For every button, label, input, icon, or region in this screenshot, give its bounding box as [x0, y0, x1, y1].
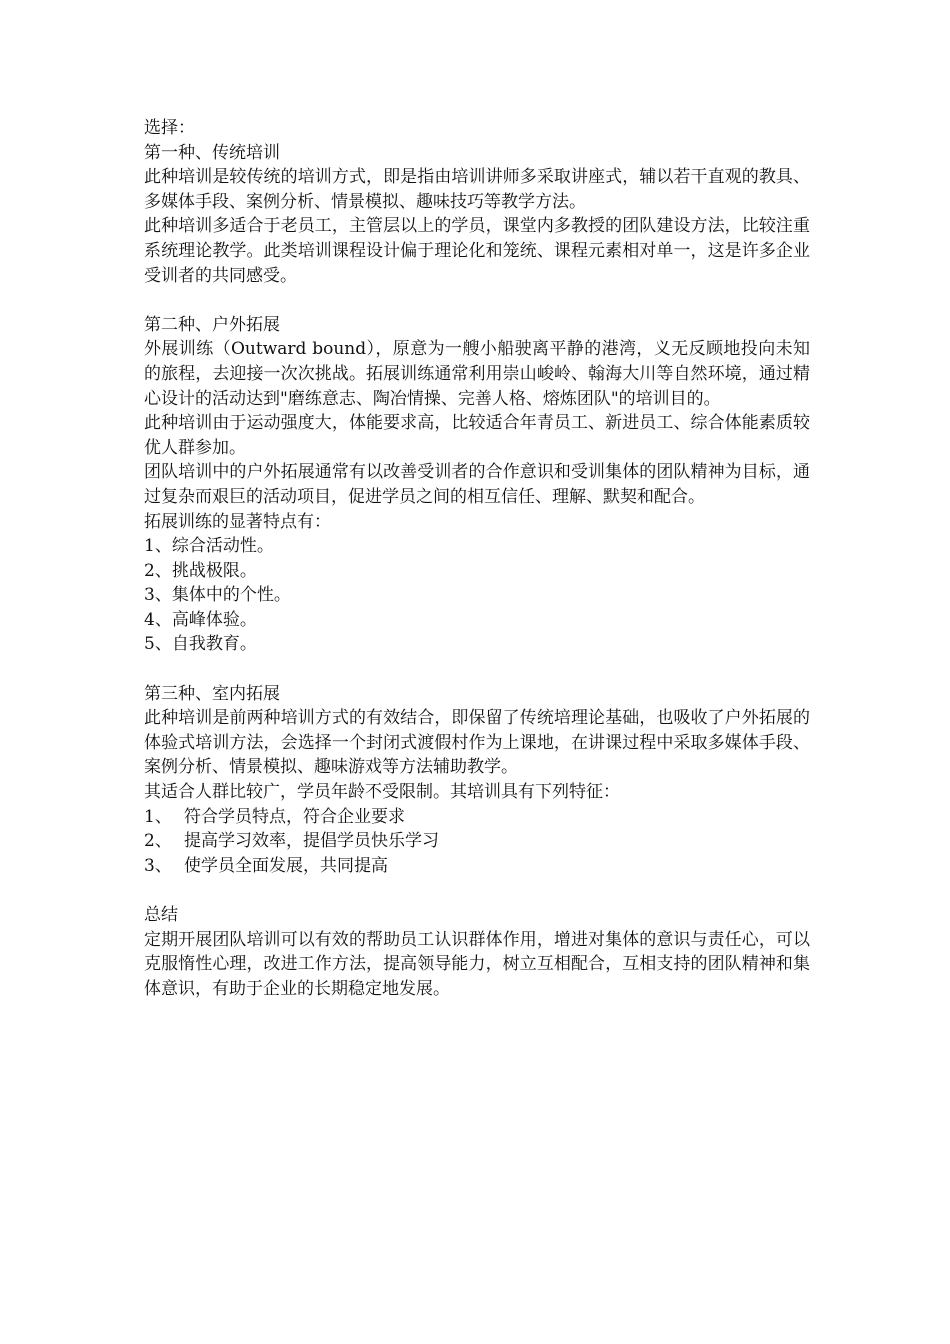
section1-heading: 第一种、传统培训	[144, 142, 280, 163]
list-item-text: 符合学员特点，符合企业要求	[184, 806, 405, 827]
list-item-text: 高峰体验。	[171, 609, 257, 630]
list-item	[144, 854, 810, 879]
list-item	[144, 583, 810, 608]
blank-line	[144, 878, 810, 903]
list-item-number: 4、	[144, 609, 172, 630]
summary-heading: 总结	[144, 905, 178, 925]
list-item-number: 3、	[144, 855, 172, 876]
section2-heading: 第二种、户外拓展	[144, 314, 280, 335]
list-item-text: 自我教育。	[171, 634, 257, 655]
list-item	[144, 534, 810, 559]
list-item-number: 3、	[144, 585, 172, 606]
list-item-number: 1、	[144, 806, 172, 827]
list-item	[144, 608, 810, 633]
section1-paragraph-1: 此种培训是较传统的培训方式，即是指由培训讲师多采取讲座式，辅以若干直观的教具、多媒体手段、案例分析、情景模拟、趣味技巧等教学方法。	[144, 167, 810, 212]
list-item-text: 提高学习效率，提倡学员快乐学习	[184, 831, 439, 852]
list-item-text: 综合活动性。	[171, 536, 274, 557]
list-item-number: 2、	[144, 560, 172, 581]
section3-features-intro: 其适合人群比较广，学员年龄不受限制。其培训具有下列特征：	[144, 782, 620, 803]
list-item-number: 5、	[144, 634, 172, 655]
blank-line	[144, 288, 810, 313]
list-item-text: 集体中的个性。	[171, 585, 291, 606]
summary-paragraph: 定期开展团队培训可以有效的帮助员工认识群体作用，增进对集体的意识与责任心，可以克服惰性心理，改进工作方法，提高领导能力，树立互相配合，互相支持的团队精神和集体意识，有助于企业的长期稳定地发展。	[144, 929, 810, 999]
section1-paragraph-2: 此种培训多适合于老员工，主管层以上的学员，课堂内多教授的团队建设方法，比较注重系统理论教学。此类培训课程设计偏于理论化和笼统、课程元素相对单一，这是许多企业受训者的共同感受。	[144, 216, 810, 286]
list-item-number: 1、	[144, 536, 172, 557]
intro-text: 选择：	[144, 118, 195, 138]
blank-line	[144, 657, 810, 682]
document-page	[144, 116, 810, 1001]
section2-paragraph-3: 团队培训中的户外拓展通常有以改善受训者的合作意识和受训集体的团队精神为目标，通过复杂而艰巨的活动项目，促进学员之间的相互信任、理解、默契和配合。	[144, 462, 810, 507]
section2-paragraph-2: 此种培训由于运动强度大，体能要求高，比较适合年青员工、新进员工、综合体能素质较优人群参加。	[144, 413, 810, 458]
list-item-text: 挑战极限。	[171, 560, 257, 581]
section2-features-intro: 拓展训练的显著特点有：	[144, 511, 331, 532]
list-item	[144, 632, 810, 657]
list-item	[144, 805, 810, 830]
list-item	[144, 829, 810, 854]
list-item-text: 使学员全面发展，共同提高	[184, 855, 388, 876]
section3-paragraph-1: 此种培训是前两种培训方式的有效结合，即保留了传统培理论基础，也吸收了户外拓展的体验式培训方法，会选择一个封闭式渡假村作为上课地，在讲课过程中采取多媒体手段、案例分析、情景模拟、趣味游戏等方法辅助教学。	[144, 708, 810, 778]
list-item-number: 2、	[144, 831, 172, 852]
section3-heading: 第三种、室内拓展	[144, 683, 280, 704]
list-item	[144, 559, 810, 584]
section2-paragraph-1: 外展训练（Outward bound），原意为一艘小船驶离平静的港湾，义无反顾地投向未知的旅程，去迎接一次次挑战。拓展训练通常利用崇山峻岭、翰海大川等自然环境，通过精心设计的活动达到"磨练意志、陶冶情操、完善人格、熔炼团队"的培训目的。	[144, 339, 810, 409]
